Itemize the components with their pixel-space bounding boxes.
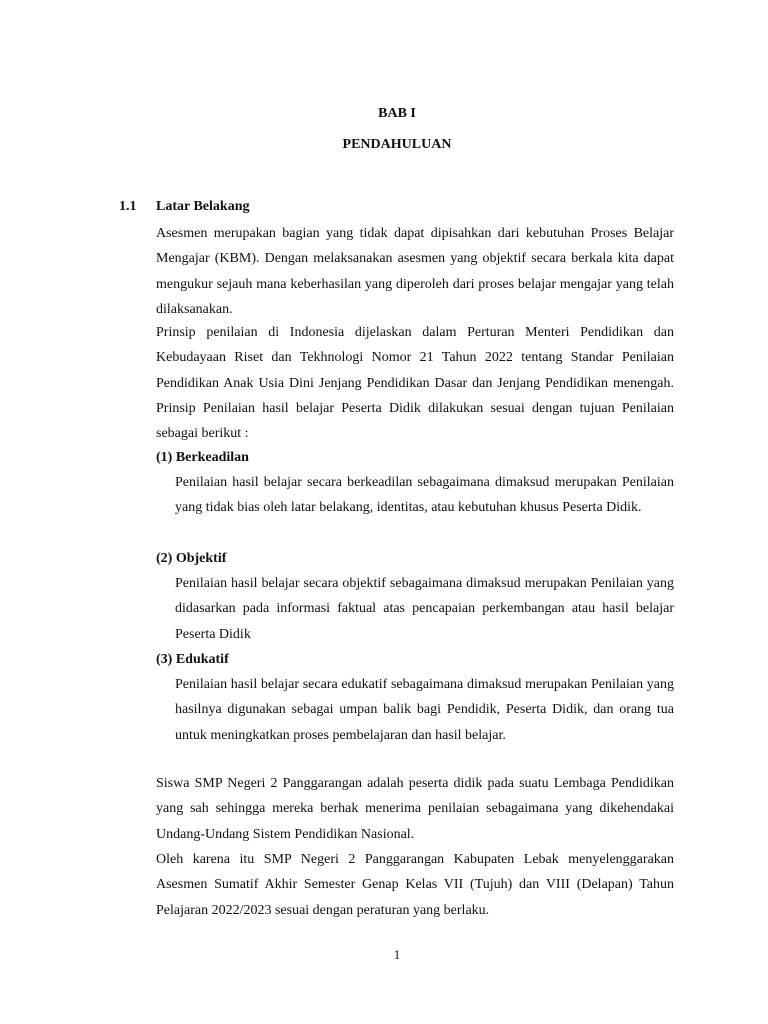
principle-text-educative: Penilaian hasil belajar secara edukatif sebagaimana dimaksud merupakan Penilaian yang hasilnya digunakan sebagai umpan balik bagi Pendidik, Peserta Didik, dan orang tua untuk meningkatkan proses pembelajaran dan hasil belajar. [175,677,674,743]
principle-heading-objective: (2) Objektif [156,551,227,566]
section-heading [119,197,249,217]
paragraph-assessment: Oleh karena itu SMP Negeri 2 Panggarangan Kabupaten Lebak menyelenggarakan Asesmen Sumatif Akhir Semester Genap Kelas VII (Tujuh) dan VIII (Delapan) Tahun Pelajaran 2022/2023 sesuai dengan peraturan yang berlaku. [156,852,674,918]
chapter-title: PENDAHULUAN [342,137,452,152]
paragraph-students: Siswa SMP Negeri 2 Panggarangan adalah peserta didik pada suatu Lembaga Pendidikan yang sah sehingga mereka berhak menerima penilaian sebagaimana yang dikehendakai Undang-Undang Sistem Pendidikan Nasional. [156,776,674,842]
principle-text-fairness: Penilaian hasil belajar secara berkeadilan sebagaimana dimaksud merupakan Penilaian yang tidak bias oleh latar belakang, identitas, atau kebutuhan khusus Peserta Didik. [175,475,674,516]
page-number: 1 [393,947,401,962]
principle-heading-educative: (3) Edukatif [156,652,229,667]
chapter-number: BAB I [378,106,416,121]
section-number: 1.1 [119,199,137,214]
principle-heading-fairness: (1) Berkeadilan [156,450,249,465]
section-title: Latar Belakang [156,199,250,214]
principle-text-objective: Penilaian hasil belajar secara objektif sebagaimana dimaksud merupakan Penilaian yang didasarkan pada informasi faktual atas pencapaian perkembangan atau hasil belajar Peserta Didik [175,576,674,642]
paragraph-principles: Prinsip penilaian di Indonesia dijelaskan dalam Perturan Menteri Pendidikan dan Kebudayaan Riset dan Tekhnologi Nomor 21 Tahun 2022 tentang Standar Penilaian Pendidikan Anak Usia Dini Jenjang Pendidikan Dasar dan Jenjang Pendidikan menengah. Prinsip Penilaian hasil belajar Peserta Didik dilakukan sesuai dengan tujuan Penilaian sebagai berikut : [156,325,674,442]
paragraph-intro: Asesmen merupakan bagian yang tidak dapat dipisahkan dari kebutuhan Proses Belajar Mengajar (KBM). Dengan melaksanakan asesmen yang objektif secara berkala kita dapat mengukur sejauh mana keberhasilan yang diperoleh dari proses belajar mengajar yang telah dilaksanakan. [156,226,674,317]
